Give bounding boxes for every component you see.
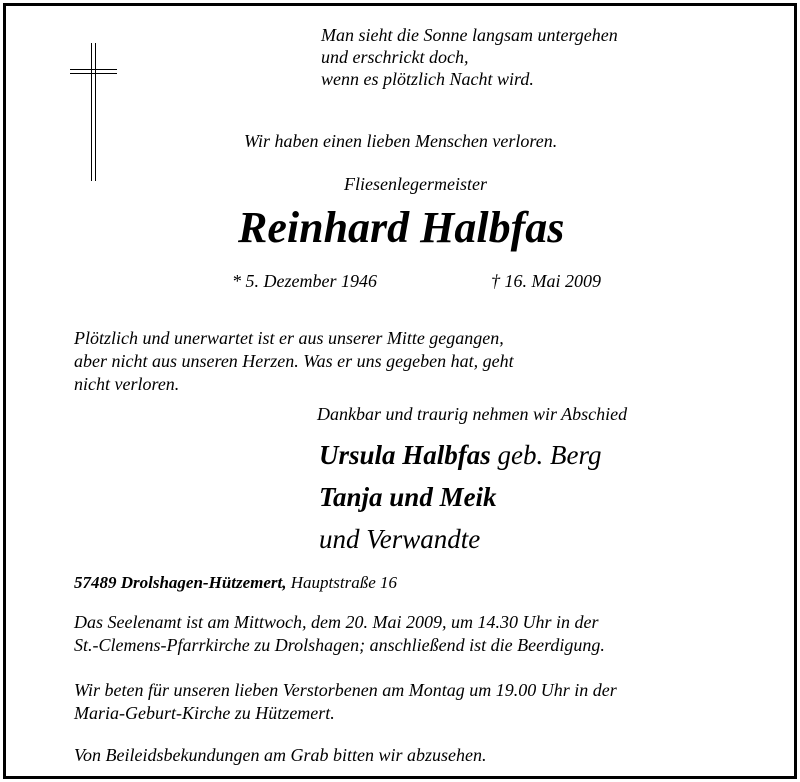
prayer-info — [74, 679, 617, 725]
mourner-maiden-name: geb. Berg — [490, 440, 602, 470]
mourner-ursula — [319, 440, 602, 471]
poem — [321, 24, 618, 90]
paragraph-line: aber nicht aus unseren Herzen. Was er uns gegeben hat, geht — [74, 351, 514, 371]
prayer-line: Maria-Geburt-Kirche zu Hützemert. — [74, 703, 335, 723]
poem-line: und erschrickt doch, — [321, 47, 469, 67]
paragraph-line: Plötzlich und unerwartet ist er aus unserer Mitte gegangen, — [74, 328, 504, 348]
lost-line: Wir haben einen lieben Menschen verloren. — [244, 131, 558, 151]
mourner-name: Ursula Halbfas — [319, 440, 491, 470]
birth-date: * 5. Dezember 1946 — [232, 271, 377, 291]
mourner-relatives: und Verwandte — [319, 524, 481, 554]
memorial-paragraph — [74, 327, 514, 396]
prayer-line: Wir beten für unseren lieben Verstorbenen am Montag um 19.00 Uhr in der — [74, 680, 617, 700]
address — [74, 573, 397, 593]
service-info — [74, 611, 605, 657]
mourner-tanja-meik: Tanja und Meik — [319, 482, 497, 512]
condolence-note: Von Beileidsbekundungen am Grab bitten wir abzusehen. — [74, 745, 487, 765]
occupation: Fliesenlegermeister — [344, 174, 487, 194]
address-place: 57489 Drolshagen-Hützemert, — [74, 573, 287, 592]
service-line: St.-Clemens-Pfarrkirche zu Drolshagen; anschließend ist die Beerdigung. — [74, 635, 605, 655]
poem-line: wenn es plötzlich Nacht wird. — [321, 69, 534, 89]
obituary-notice — [3, 3, 797, 779]
deceased-name: Reinhard Halbfas — [238, 203, 565, 252]
thanks-line: Dankbar und traurig nehmen wir Abschied — [317, 404, 628, 424]
death-date: † 16. Mai 2009 — [491, 271, 601, 291]
paragraph-line: nicht verloren. — [74, 374, 180, 394]
service-line: Das Seelenamt ist am Mittwoch, dem 20. Mai 2009, um 14.30 Uhr in der — [74, 612, 599, 632]
address-street: Hauptstraße 16 — [286, 573, 398, 592]
poem-line: Man sieht die Sonne langsam untergehen — [321, 25, 618, 45]
